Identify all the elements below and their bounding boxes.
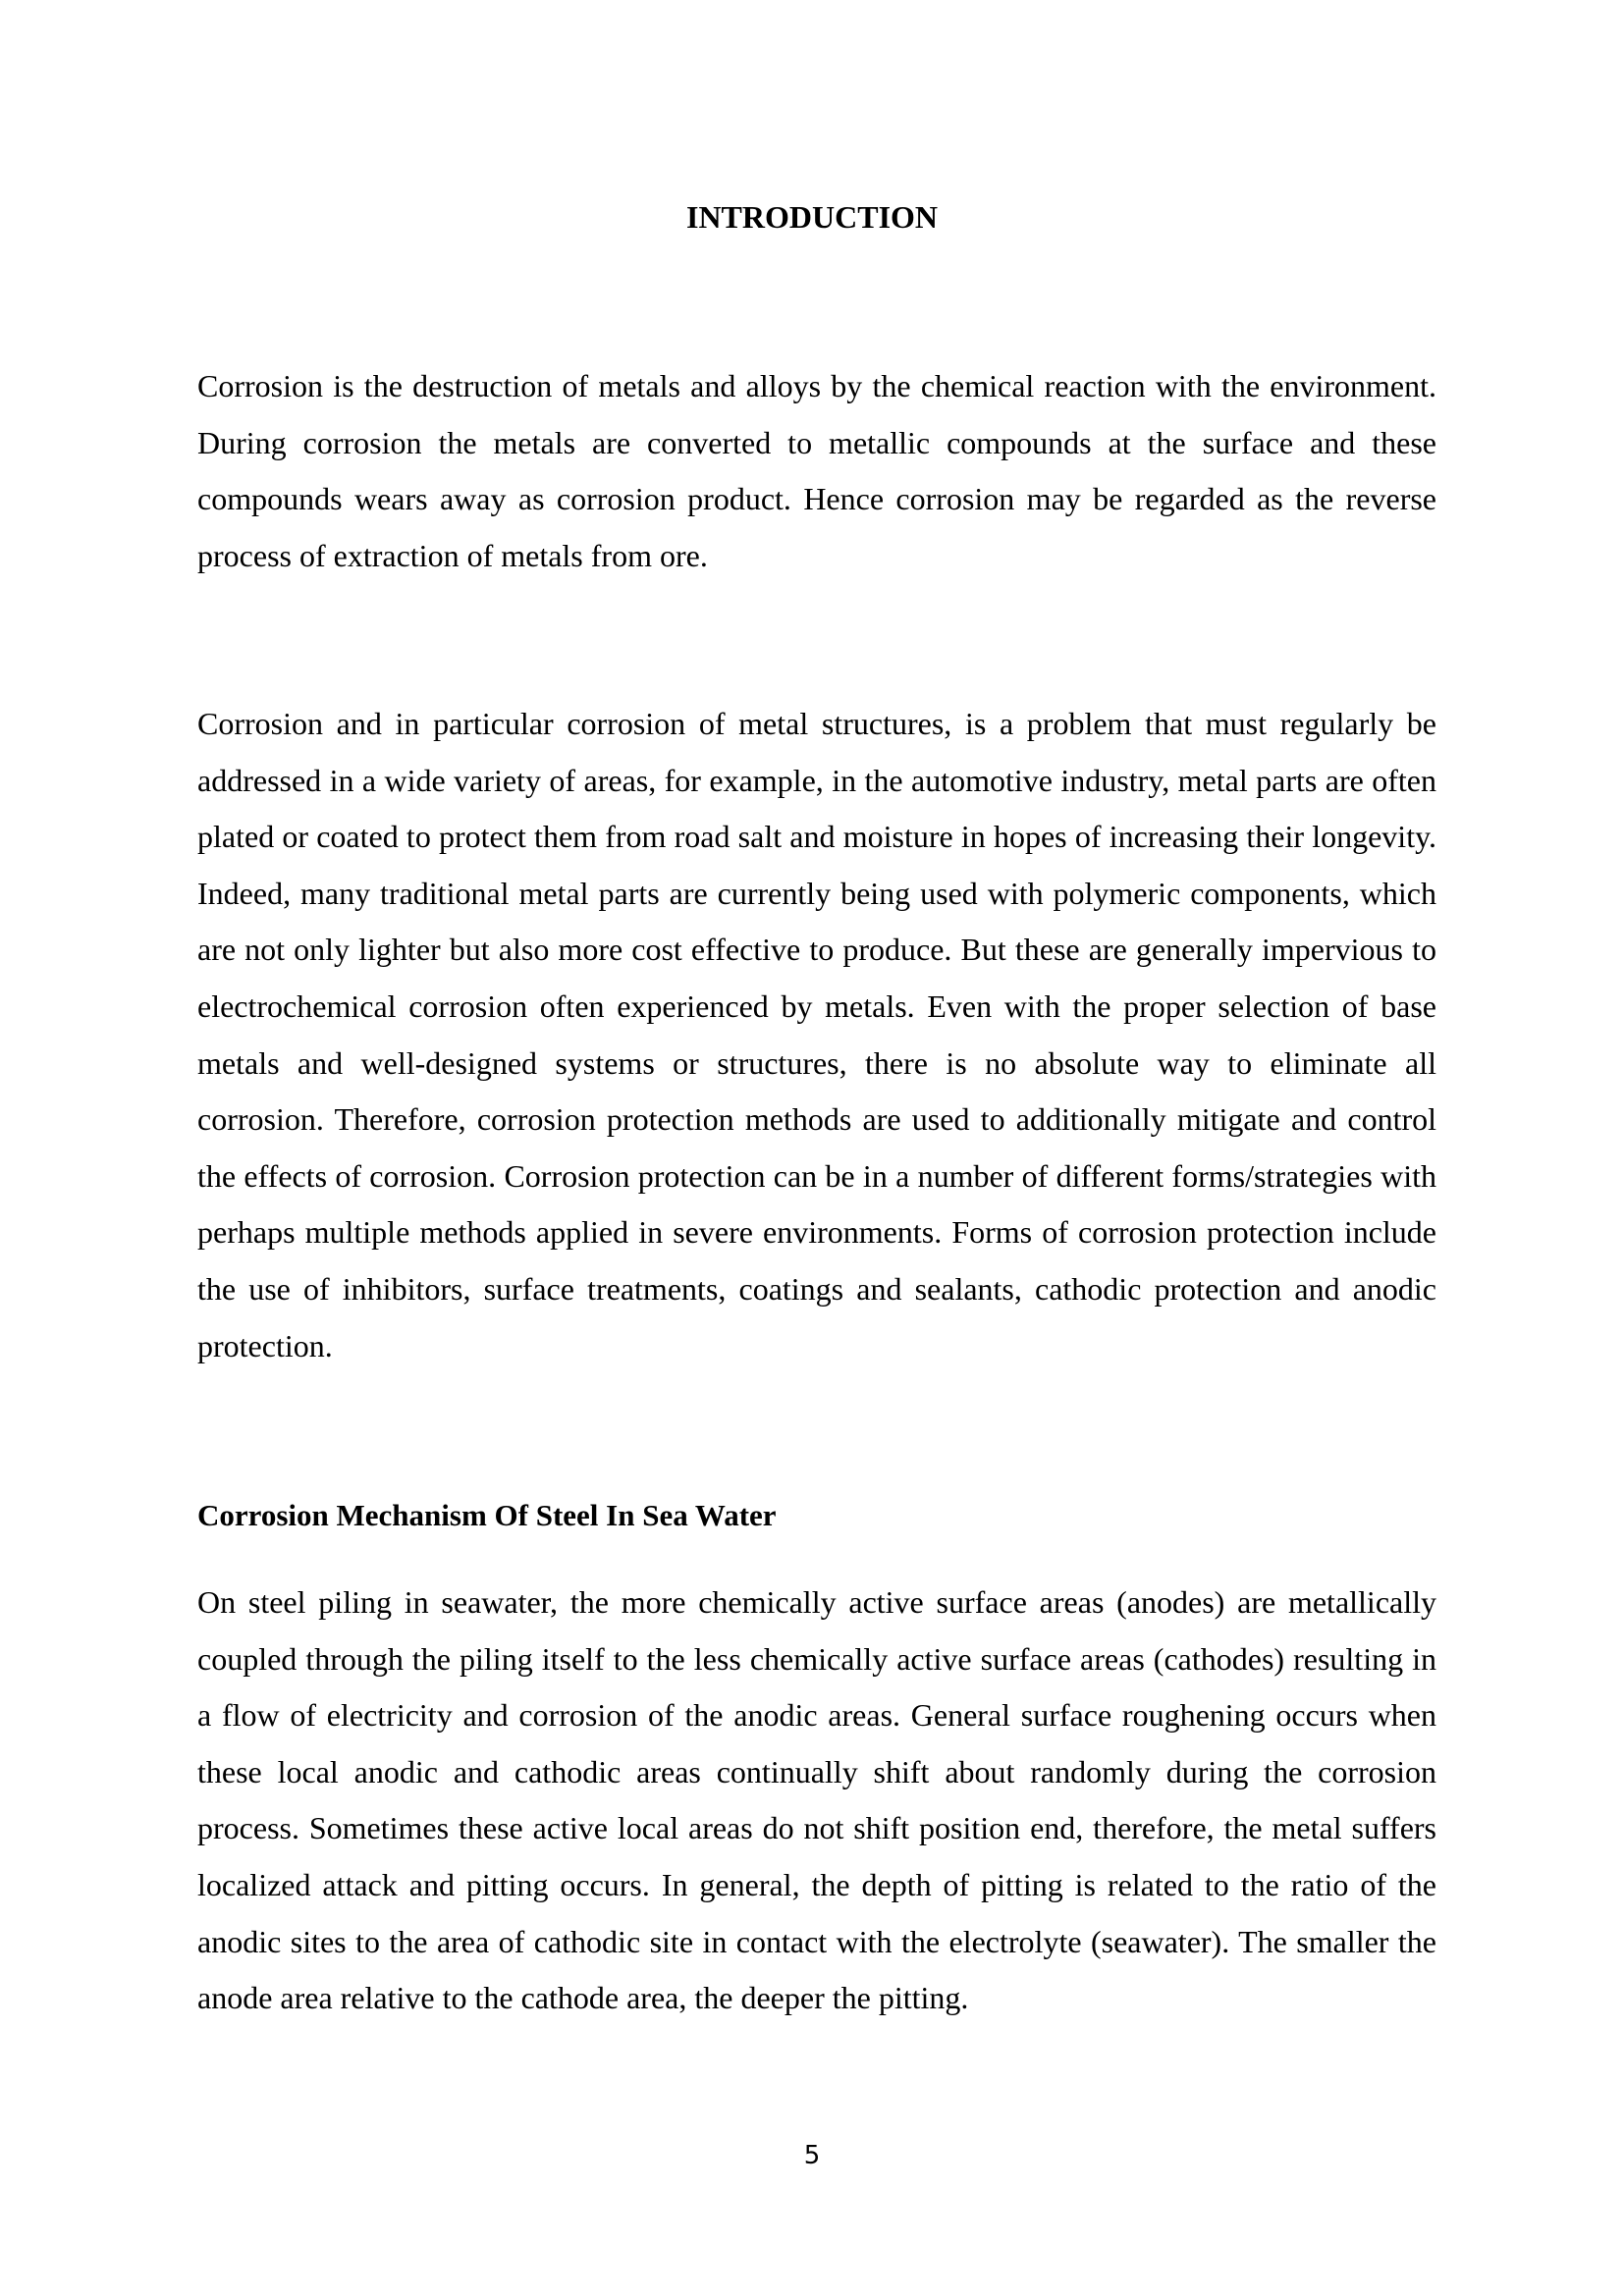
intro-paragraph-2: Corrosion and in particular corrosion of metal structures, is a problem that must regularly be addressed in a wide variety of areas, for example, in the automotive industry, metal parts are often plated or coated to protect them from road salt and moisture in hopes of increasing their longevity. Indeed, many traditional metal parts are currently being used with polymeric components, which are not only lighter but also more cost effective to produce. But these are generally impervious to electrochemical corrosion often experienced by metals. Even with the proper selection of base metals and well-designed systems or structures, there is no absolute way to eliminate all corrosion. Therefore, corrosion protection methods are used to additionally mitigate and control the effects of corrosion. Corrosion protection can be in a number of different forms/strategies with perhaps multiple methods applied in severe environments. Forms of corrosion protection include the use of inhibitors, surface treatments, coatings and sealants, cathodic protection and anodic protection. [197,706,1436,1363]
intro-paragraph-1: Corrosion is the destruction of metals and alloys by the chemical reaction with the environment. During corrosion the metals are converted to metallic compounds at the surface and these compounds wears away as corrosion product. Hence corrosion may be regarded as the reverse process of extraction of metals from ore. [197,368,1436,573]
section-heading: Corrosion Mechanism Of Steel In Sea Water [197,1498,777,1532]
section-paragraph: On steel piling in seawater, the more chemically active surface areas (anodes) are metallically coupled through the piling itself to the less chemically active surface areas (cathodes) resulting in a flow of electricity and corrosion of the anodic areas. General surface roughening occurs when these local anodic and cathodic areas continually shift about randomly during the corrosion process. Sometimes these active local areas do not shift position end, therefore, the metal suffers localized attack and pitting occurs. In general, the depth of pitting is related to the ratio of the anodic sites to the area of cathodic site in contact with the electrolyte (seawater). The smaller the anode area relative to the cathode area, the deeper the pitting. [197,1584,1436,2016]
page-title: INTRODUCTION [685,199,939,235]
page-number: 5 [803,2141,821,2170]
